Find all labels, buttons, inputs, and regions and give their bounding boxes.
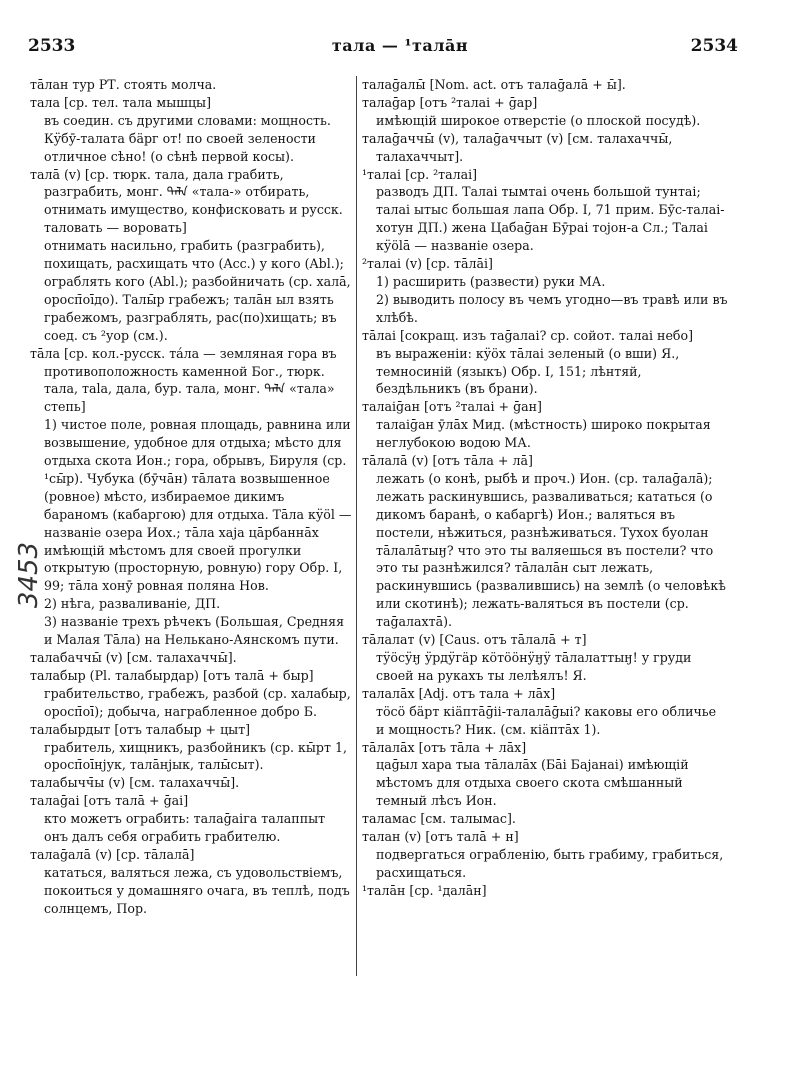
page-number-left: 2533 — [28, 36, 76, 56]
page-number-right: 2534 — [690, 36, 738, 56]
dictionary-entry: талаḡалы̄ [Nom. act. отъ талаḡалā + ы̄]. — [362, 77, 626, 92]
entry-definition: кто можетъ ограбить: талаḡаіга талаппыт онъ далъ себя ограбить грабителю. — [44, 811, 326, 845]
entry-definition: подвергаться ограбленію, быть грабиму, грабиться, расхищаться. — [376, 846, 724, 880]
right-column — [362, 76, 728, 900]
entry-definition: лежать (о конѣ, рыбѣ и проч.) Ион. (ср. талаḡалā); лежать раскинувшись, разваливаться; кататься (о дикомъ баранѣ, о кабаргѣ) Ион.; валяться въ постели, нѣжиться, разнѣживаться. Тухох буолан тāлалāтыӈ? что это ты валяешься въ постели? что это ты разнѣжился? тāлалāн сыт лежать, раскинувшись (развалившись) на землѣ (о человѣкѣ или скотинѣ); лежать-валяться въ постели (ср. таḡалахтā). — [376, 470, 726, 630]
running-title: тала — ¹талāн — [331, 36, 469, 55]
dictionary-entry: тāла [ср. кол.-русск. тáла — земляная гора въ противоположность каменной Бог., тюрк. тала, таlа, дала, бур. тала, монг. ᠲᠠᠯᠠ «тала» степь] — [30, 345, 337, 415]
entry-definition: 3) названіе трехъ рѣчекъ (Большая, Средняя и Малая Тāла) на Нелькано-Аянскомъ пути. — [44, 614, 345, 648]
dictionary-entry: талаḡаі [отъ талā + ḡаі] — [30, 793, 189, 809]
entry-definition: 2) выводить полосу въ чемъ угодно—въ травѣ или въ хлѣбѣ. — [376, 291, 728, 325]
entry-definition: имѣющій широкое отверстіе (о плоской посудѣ). — [376, 112, 701, 128]
dictionary-entry: ²талаі (v) [ср. тāлāі] — [362, 256, 493, 272]
dictionary-entry: тāлаі [сокращ. изъ таḡалаі? ср. сойот. талаі небо] — [362, 327, 693, 343]
dictionary-entry: талан (v) [отъ талā + н] — [362, 829, 519, 845]
dictionary-entry: ¹талāн [ср. ¹далāн] — [362, 882, 487, 898]
dictionary-entry: тāлалā (v) [отъ тāла + лā] — [362, 453, 533, 469]
dictionary-entry: талабаччы̄ (v) [см. талахаччы̄]. — [30, 650, 237, 665]
entry-definition: цаḡыл хара тыа тāлалāх (Бāі Баjанаі) имѣющій мѣстомъ для отдыха своего скота смѣшанный темный лѣсъ Ион. — [376, 757, 689, 809]
dictionary-entry: талаḡалā (v) [ср. тāлалā] — [30, 846, 195, 862]
dictionary-entry: талаіḡан [отъ ²талаі + ḡан] — [362, 399, 542, 415]
entry-definition: тӱöсӱӈ ӱрдӱгäр кöтööнӱӈӱ тāлалаттыӈ! у груди своей на рукахъ ты лелѣялъ! Я. — [376, 650, 692, 683]
entry-definition: кататься, валяться лежа, съ удовольствіемъ, покоиться у домашняго очага, въ теплѣ, подъ солнцемъ, Пор. — [44, 864, 350, 916]
entry-definition: въ соедин. съ другими словами: мощность. Кӱбӯ-талата бäрг от! по своей зелености отличное сѣно! (о сѣнѣ первой косы). — [44, 112, 331, 164]
entry-definition: грабитель, хищникъ, разбойникъ (ср. кы̄рт 1, оросп̄оīнjук, талāнjык, талы̄сыт). — [44, 739, 347, 773]
handwritten-margin-note: 3453 — [14, 541, 45, 609]
column-divider — [356, 76, 357, 976]
entry-definition: отнимать насильно, грабить (разграбить), похищать, расхищать что (Acc.) у кого (Abl.); ограблять кого (Abl.); разбойничать (ср. халā, оросп̄оīдо). Талы̄р грабежъ; талāн ыл взять грабежомъ, разграблять, рас(по)хищать; въ соед. съ ²уор (см.). — [44, 238, 351, 343]
dictionary-entry: талаḡаччы̄ (v), талаḡаччыт (v) [см. талахаччы̄, талахаччыт]. — [362, 130, 673, 164]
dictionary-entry: тāлалат (v) [Caus. отъ тāлалā + т] — [362, 632, 587, 648]
entry-definition: 2) нѣга, разваливаніе, ДП. — [44, 596, 221, 612]
entry-definition: талаіḡан ӯлāх Мид. (мѣстность) широко покрытая неглубокою водою МА. — [376, 417, 711, 451]
dictionary-entry: таламас [см. талымас]. — [362, 811, 516, 827]
entry-definition: разводъ ДП. Талаі тымтаі очень большой тунтаі; талаі ытыс большая лапа Обр. I, 71 прим. Бӯс-талаі-хотун ДП.) жена Цабаḡан Бӯраі тоjон-а Сл.; Талаі кӱölā — названіе озера. — [376, 184, 725, 254]
dictionary-entry: талабычч̄ы (v) [см. талахаччы̄]. — [30, 775, 240, 791]
dictionary-entry: талабыр (Pl. талабырдар) [отъ талā + быр] — [30, 667, 314, 683]
entry-definition: тöсö бäрт кіäптāḡіі-талалāḡыі? каковы его обличье и мощность? Ник. (см. кіäптāх 1). — [376, 703, 717, 737]
dictionary-entry: талаḡар [отъ ²талаі + ḡар] — [362, 94, 538, 110]
dictionary-entry: тāлалāх [отъ тāла + лāх] — [362, 739, 527, 755]
dictionary-entry: тала [ср. тел. тала мышцы] — [30, 94, 211, 110]
dictionary-entry: тāлан тур РТ. стоять молча. — [30, 77, 217, 92]
dictionary-entry: талалāх [Adj. отъ тала + лāх] — [362, 685, 556, 701]
entry-definition: грабительство, грабежъ, разбой (ср. халабыр, оросп̄оī); добыча, награбленное добро Б. — [44, 685, 351, 719]
dictionary-entry: талабырдыт [отъ талабыр + цыт] — [30, 721, 251, 737]
entry-definition: въ выраженіи: кӱöх тāлаі зеленый (о вши) Я., темносиній (языкъ) Обр. I, 151; лѣнтяй, бездѣльникъ (въ брани). — [376, 345, 680, 397]
dictionary-entry: ¹талаі [ср. ²талаі] — [362, 166, 478, 182]
dictionary-entry: талā (v) [ср. тюрк. тала, дала грабить, разграбить, монг. ᠲᠠᠯᠠ «тала-» отбирать, отнимать имущество, конфисковать и русск. таловать — воровать] — [30, 166, 343, 236]
entry-definition: 1) расширить (развести) руки МА. — [376, 273, 606, 289]
left-column — [30, 76, 352, 918]
entry-definition: 1) чистое поле, ровная площадь, равнина или возвышение, удобное для отдыха; мѣсто для отдыха скота Ион.; гора, обрывъ, Бируля (ср. ¹сы̄р). Чубука (бӯчāн) тāлата возвышенное (ровное) мѣсто, избираемое дикимъ бараномъ (кабаргою) для отдыха. Тāла кӱöl — названіе озера Иох.; тāла хаjа цāрбаннāх имѣющій мѣстомъ для своей прогулки открытую (просторную, ровную) гору Обр. I, 99; тāла хонӯ ровная поляна Нов. — [44, 417, 352, 594]
